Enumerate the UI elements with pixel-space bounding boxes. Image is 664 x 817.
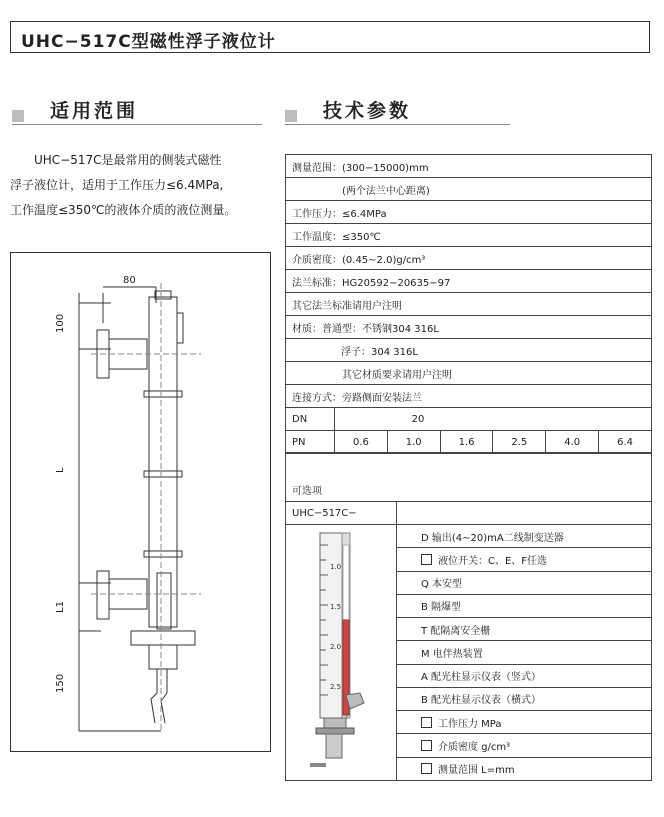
options-table [285,452,652,781]
spec-row: 法兰标准：HG20592−20635−97 [286,270,652,293]
scope-line: UHC−517C是最常用的侧装式磁性 [34,153,222,167]
gauge-drawing-svg [11,253,270,751]
section-square-icon [12,110,24,122]
title-box [10,21,650,53]
pn-value: 2.5 [493,431,546,454]
scope-heading: 适用范围 [50,100,139,122]
dimension-drawing [10,252,271,752]
spec-row: 浮子：304 316L [286,339,652,362]
option-item: B 隔爆型 [397,594,652,617]
dim-l1-label: L1 [55,601,66,613]
option-item[interactable]: 测量范围 L=mm [397,757,652,780]
spec-row: 连接方式：旁路侧面安装法兰 [286,385,652,408]
spec-row: 介质密度：(0.45∼2.0)g/cm³ [286,247,652,270]
pn-value: 6.4 [599,431,652,454]
option-item: B 配光柱显示仪表（横式） [397,687,652,710]
option-item: A 配光柱显示仪表（竖式） [397,664,652,687]
spec-row: (两个法兰中心距离) [286,178,652,201]
pn-value: 1.6 [440,431,493,454]
options-label: 可选项 [286,453,652,502]
dn-label: DN [286,408,335,431]
pn-value: 1.0 [387,431,440,454]
pn-value: 4.0 [546,431,599,454]
spec-row: 测量范围：(300−15000)mm [286,155,652,178]
option-item: T 配隔离安全栅 [397,618,652,641]
checkbox-icon[interactable] [421,763,432,774]
dim-width-label: 80 [123,275,136,286]
checkbox-icon[interactable] [421,554,432,565]
scope-line: 浮子液位计，适用于工作压力≤6.4MPa, [10,178,224,192]
option-item[interactable]: 液位开关：C、E、F任选 [397,548,652,571]
gauge-scale-label: 1.0 [330,563,342,571]
tech-heading: 技术参数 [323,100,412,122]
option-item[interactable]: 工作压力 MPa [397,711,652,734]
spec-row: 工作压力：≤6.4MPa [286,201,652,224]
gauge-scale-label: 1.5 [330,603,342,611]
gauge-scale-label: 2.0 [330,643,342,651]
option-item: D 输出(4∼20)mA二线制变送器 [397,525,652,548]
pn-value: 0.6 [335,431,388,454]
dim-150-label: 150 [55,673,66,693]
dn-value: 20 [335,408,652,431]
option-item: Q 本安型 [397,571,652,594]
spec-row: 其它法兰标准请用户注明 [286,293,652,316]
spec-row: 其它材质要求请用户注明 [286,362,652,385]
spec-row: 材质：普通型：不锈钢304 316L [286,316,652,339]
pn-label: PN [286,431,335,454]
model-code: UHC−517C− [286,502,397,525]
scope-heading-bar [12,98,262,125]
spec-row: 工作温度：≤350℃ [286,224,652,247]
gauge-photo [286,525,397,781]
dim-height-label: 100 [55,313,66,333]
gauge-illustration-svg [286,525,396,777]
checkbox-icon[interactable] [421,717,432,728]
tech-heading-bar [285,98,510,125]
option-item: M 电伴热装置 [397,641,652,664]
page-title: UHC−517C型磁性浮子液位计 [21,32,276,52]
option-item[interactable]: 介质密度 g/cm³ [397,734,652,757]
checkbox-icon[interactable] [421,740,432,751]
tech-spec-table [285,154,652,454]
scope-paragraph [10,148,272,223]
gauge-scale-label: 2.5 [330,683,342,691]
scope-line: 工作温度≤350℃的液体介质的液位测量。 [10,203,237,217]
dim-length-label: L [55,467,66,473]
section-square-icon [285,110,297,122]
